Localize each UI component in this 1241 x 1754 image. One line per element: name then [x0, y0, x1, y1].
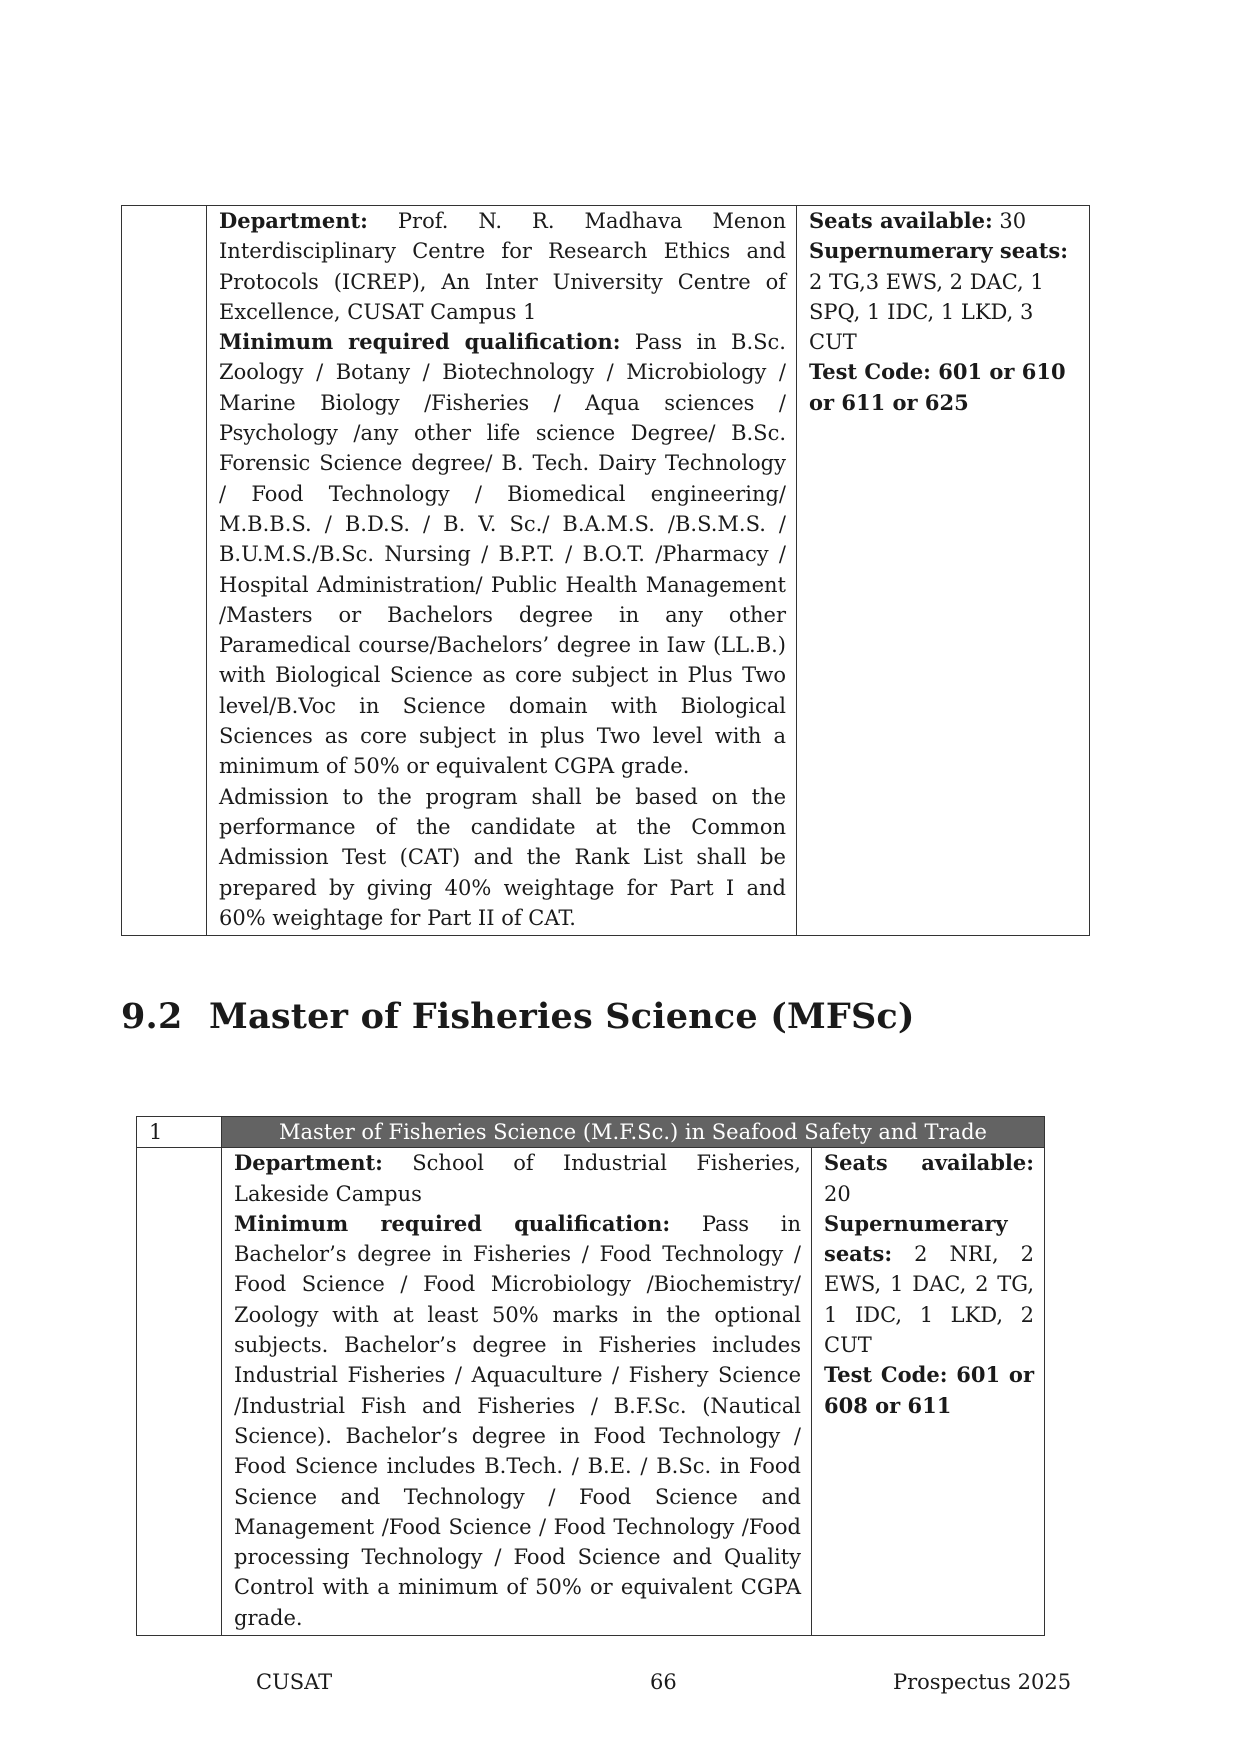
footer-institution: CUSAT [256, 1670, 333, 1694]
section-heading [121, 996, 915, 1037]
supernumerary-entry [809, 236, 1079, 357]
program-description [222, 1148, 812, 1636]
program-description [207, 206, 797, 936]
qualification-text: Pass in Bachelor’s degree in Fisheries / Food Technology / Food Science / Food Microbiology /Biochemistry/ Zoology with at least 50% marks in the optional subjects. Bachelor’s degree in Fisheries includes Industrial Fisheries / Aquaculture / Fishery Science /Industrial Fish and Fisheries / B.F.Sc. (Nautical Science). Bachelor’s degree in Food Technology / Food Science includes B.Tech. / B.E. / B.Sc. in Food Science and Technology / Food Science and Management /Food Science / Food Technology /Food processing Technology / Food Science and Quality Control with a minimum of 50% or equivalent CGPA grade. [234, 1211, 801, 1630]
seats-entry [809, 206, 1079, 236]
seats-label: Seats available: [824, 1150, 1035, 1176]
qualification-text: Pass in B.Sc. Zoology / Botany / Biotechnology / Microbiology / Marine Biology /Fisheries / Aqua sciences / Psychology /any other life science Degree/ B.Sc. Forensic Science degree/ B. Tech. Dairy Technology / Food Technology / Biomedical engineering/ M.B.B.S. / B.D.S. / B. V. Sc./ B.A.M.S. /B.S.M.S. / B.U.M.S./B.Sc. Nursing / B.P.T. / B.O.T. /Pharmacy / Hospital Administration/ Public Health Management /Masters or Bachelors degree in any other Paramedical course/Bachelors’ degree in Iaw (LL.B.) with Biological Science as core subject in Plus Two level/B.Voc in Science domain with Biological Sciences as core subject in plus Two level with a minimum of 50% or equivalent CGPA grade. [219, 330, 786, 779]
seats-entry [824, 1148, 1034, 1209]
test-code: Test Code: 601 or 610 or 611 or 625 [809, 359, 1066, 415]
supernumerary-value: 2 NRI, 2 EWS, 1 DAC, 2 TG, 1 IDC, 1 LKD, 2 CUT [824, 1242, 1035, 1358]
qualification-label: Minimum required qualification: [219, 329, 621, 355]
test-code: Test Code: 601 or 608 or 611 [824, 1362, 1035, 1418]
section-number: 9.2 [121, 996, 183, 1037]
seat-info [797, 206, 1090, 936]
department-text: Prof. N. R. Madhava Menon Interdisciplinary Centre for Research Ethics and Protocols (ICREP), An Inter University Centre of Excellence, CUSAT Campus 1 [219, 209, 786, 324]
supernumerary-label: Supernumerary seats: [809, 238, 1068, 264]
qualification-label: Minimum required qualification: [234, 1210, 671, 1236]
table-row [122, 206, 1090, 936]
supernumerary-label: Supernumerary seats: [824, 1210, 1008, 1267]
program-title-row [137, 1117, 1045, 1148]
program-table-icrep [121, 205, 1090, 936]
supernumerary-entry [824, 1209, 1034, 1360]
department-text: School of Industrial Fisheries, Lakeside Campus [234, 1151, 801, 1206]
section-title: Master of Fisheries Science (MFSc) [209, 996, 915, 1037]
row-number-blank [137, 1148, 222, 1636]
seats-label: Seats available: [809, 208, 993, 233]
admission-text: Admission to the program shall be based on the performance of the candidate at the Common Admission Test (CAT) and the Rank List shall be prepared by giving 40% weightage for Part I and 60% weightage for Part II of CAT. [219, 784, 786, 930]
department-label: Department: [234, 1150, 383, 1176]
seat-info [812, 1148, 1045, 1636]
program-title: Master of Fisheries Science (M.F.Sc.) in Seafood Safety and Trade [222, 1117, 1045, 1148]
supernumerary-value: 2 TG,3 EWS, 2 DAC, 1 SPQ, 1 IDC, 1 LKD, 3 CUT [809, 269, 1044, 355]
page-number: 66 [650, 1670, 677, 1694]
department-label: Department: [219, 208, 368, 233]
department-entry [219, 206, 786, 327]
qualification-entry [234, 1209, 801, 1633]
row-number [122, 206, 207, 936]
qualification-entry [219, 327, 786, 781]
department-entry [234, 1148, 801, 1209]
footer-document-title: Prospectus 2025 [893, 1670, 1072, 1694]
program-table-mfsc [136, 1116, 1045, 1636]
seats-value: 30 [999, 209, 1027, 233]
row-number: 1 [137, 1117, 222, 1148]
table-row [137, 1148, 1045, 1636]
seats-value: 20 [824, 1181, 851, 1206]
